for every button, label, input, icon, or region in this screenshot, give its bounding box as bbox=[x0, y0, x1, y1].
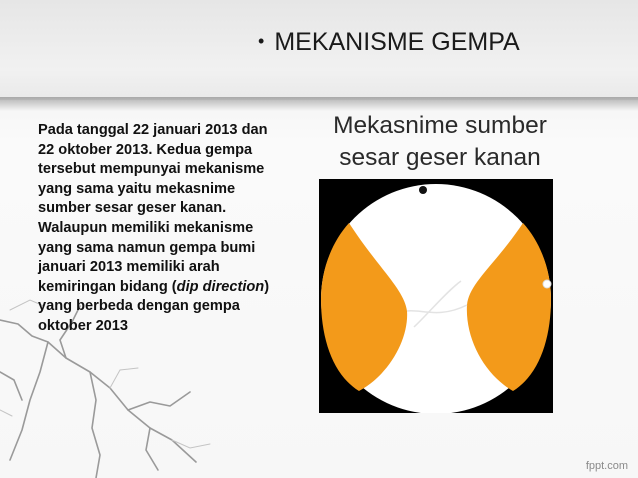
pole-point-right bbox=[543, 280, 551, 288]
footer-watermark: fppt.com bbox=[585, 460, 628, 472]
body-text-part2: ) yang berbeda dengan gempa oktober 2013 bbox=[38, 278, 270, 334]
subtitle-line-1: Mekasnime sumber bbox=[333, 112, 547, 139]
pole-point-top bbox=[419, 186, 427, 194]
subtitle-line-2: sesar geser kanan bbox=[339, 144, 541, 171]
title-text: MEKANISME GEMPA bbox=[274, 28, 520, 56]
body-text-part1: Pada tanggal 22 januari 2013 dan 22 oktober 2013. Kedua gempa tersebut mempunyai mekanisme yang sama yaitu mekasnime sumber sesar geser kanan. Walaupun memiliki mekanisme yang sama namun gempa bumi januari 2013 memiliki arah kemiringan bidang ( bbox=[38, 122, 268, 295]
title-bullet: • bbox=[258, 31, 265, 51]
slide-title bbox=[258, 28, 520, 57]
body-paragraph bbox=[38, 121, 270, 337]
beachball-diagram bbox=[319, 179, 553, 413]
subtitle bbox=[300, 110, 580, 174]
header-shadow bbox=[0, 97, 638, 111]
body-text-italic: dip direction bbox=[176, 278, 265, 295]
